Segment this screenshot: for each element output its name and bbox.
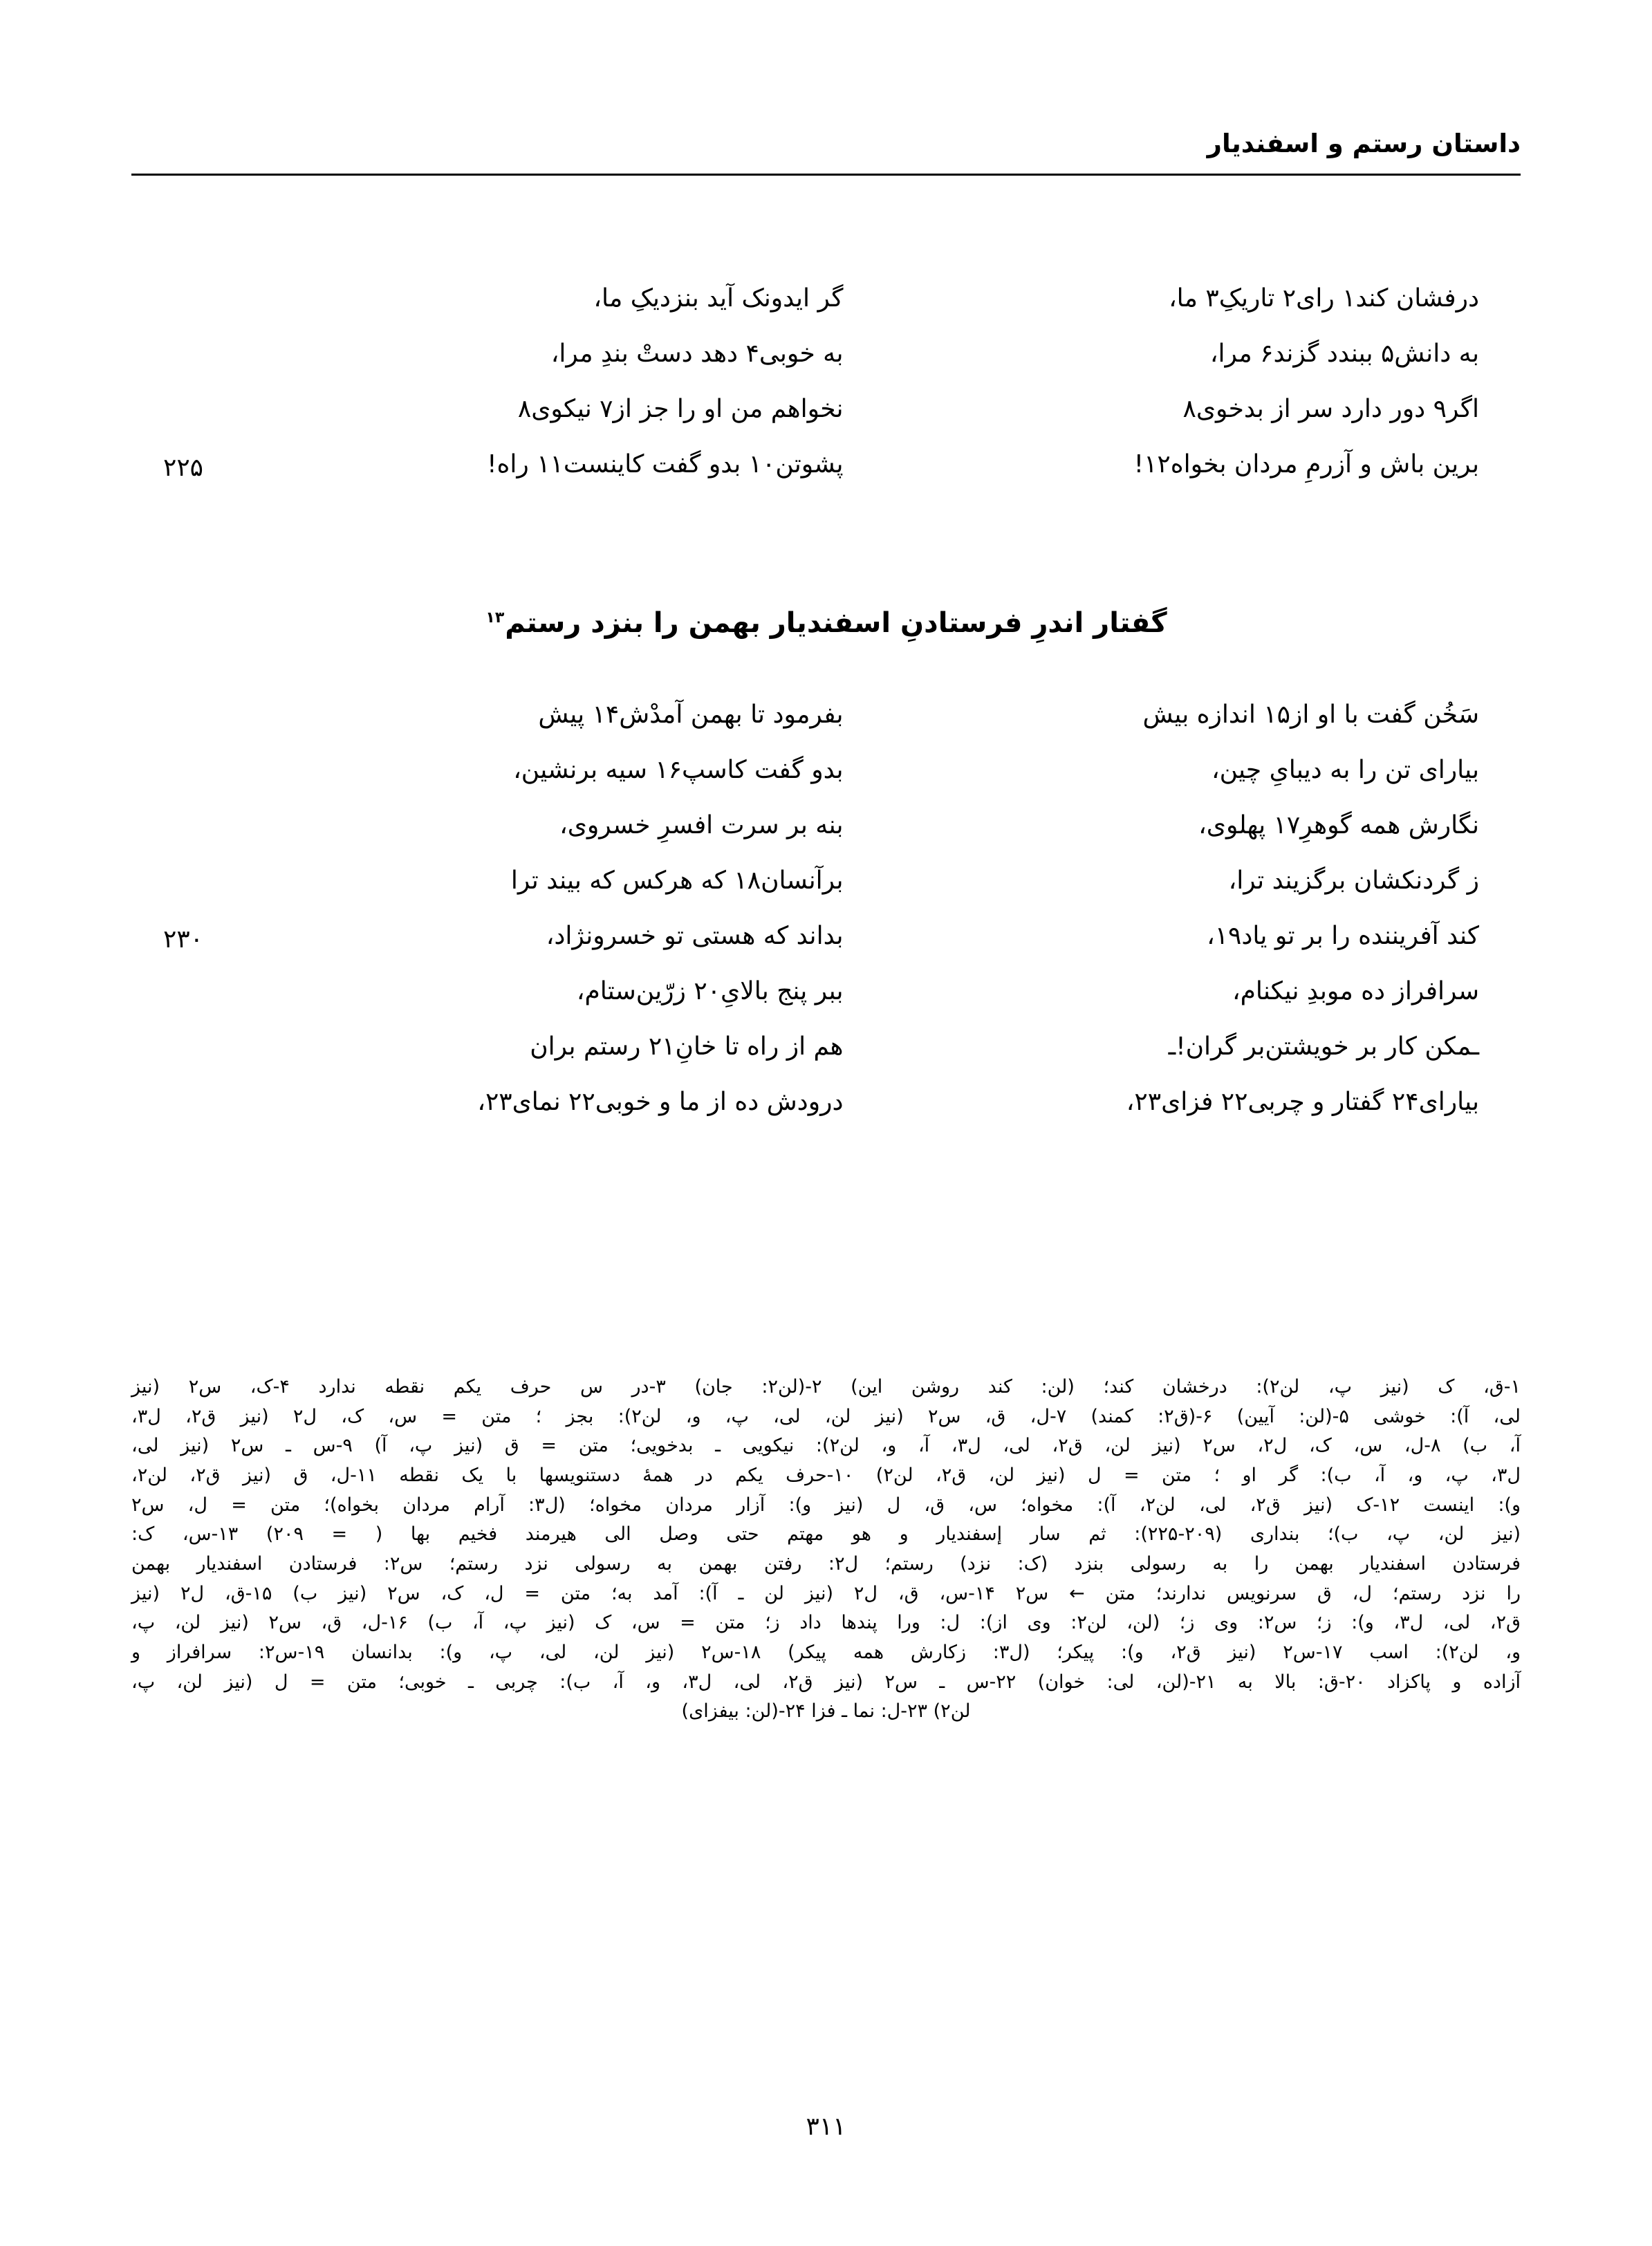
hemistich-left: سرافراز ده موبدِ نیکنام،	[1232, 977, 1479, 1005]
hemistich-right: گر ایدونک آید بنزدیکِ ما،	[593, 284, 844, 313]
hemistich-right: بدو گفت کاسپ۱۶ سیه برنشین،	[513, 756, 844, 784]
verse-block-one	[131, 284, 1521, 505]
footnote-line: ۱-ق، ک (نیز پ، لن۲): درخشان کند؛ (لن: کند روشن این) ۲-(لن۲: جان) ۳-در س حرف یکم نقطه ندارد ۴-ک، س۲ (نیز	[131, 1376, 1521, 1398]
verse-number	[131, 755, 207, 759]
footnote-line: ق۲، لی، ل۳، و): ز؛ س۲: وی ز؛ (لن، لن۲: وی از): ل: ورا پندها داد ز؛ متن = س، ک (نیز پ، آ، ب) ۱۶-ل، ق، س۲ (نیز لن، پ،	[131, 1612, 1521, 1634]
verse-line	[131, 700, 1521, 755]
verse-line	[131, 339, 1521, 394]
hemistich-right: درودش ده از ما و خوبی۲۲ نمای۲۳،	[477, 1088, 844, 1116]
footnote-line: فرستادن اسفندیار بهمن را به رسولی بنزد (ک: نزد) رستم؛ ل۲: رفتن بهمن به رسولی نزد رستم؛ س۲: فرستادن اسفندیار بهمن	[131, 1552, 1521, 1575]
verse-number	[131, 976, 207, 981]
footnote-apparatus	[131, 1373, 1521, 1727]
hemistich-right: بداند که هستی تو خسرونژاد،	[546, 922, 844, 950]
hemistich-right: نخواهم من او را جز از۷ نیکوی۸	[517, 395, 844, 423]
hemistich-right: بفرمود تا بهمن آمدْش۱۴ پیش	[538, 700, 844, 729]
hemistich-right: هم از راه تا خانِ۲۱ رستم بران	[530, 1032, 844, 1061]
footnote-line: لی، آ): خوشی ۵-(لن: آیین) ۶-(ق۲: کمند) ۷-ل، ق، س۲ (نیز لن، لی، پ، و، لن۲): بجز ؛ متن = س، ک، ل۲ (نیز ق۲، ل۳،	[131, 1405, 1521, 1427]
hemistich-left: کند آفریننده را بر تو یاد۱۹،	[1207, 922, 1479, 950]
hemistich-left: ـمکن کار بر خویشتن‌بر گران!ـ	[1168, 1032, 1479, 1061]
verse-number: ۲۲۵	[163, 454, 203, 482]
hemistich-left: درفشان کند۱ رای۲ تاریکِ۳ ما،	[1169, 284, 1479, 313]
hemistich-right: پشوتن۱۰ بدو گفت کاینست۱۱ راه!	[487, 450, 844, 479]
section-heading	[131, 607, 1521, 639]
section-heading-footnote-marker: ۱۳	[485, 609, 505, 627]
footnote-line: آزاده و پاکزاد ۲۰-ق: بالا به ۲۱-(لن، لی: خوان) ۲۲-س ـ س۲ (نیز ق۲، لی، ل۳، و، آ، ب): چربی ـ خوبی؛ متن = ل (نیز لن، پ،	[131, 1671, 1521, 1693]
page-number: ۳۱۱	[806, 2113, 846, 2141]
verse-number: ۲۳۰	[163, 925, 203, 954]
footnote-line: آ، ب) ۸-ل، س، ک، ل۲، س۲ (نیز لن، ق۲، لی، ل۳، آ، و، لن۲): نیکویی ـ بدخویی؛ متن = ق (نیز پ، آ) ۹-س ـ س۲ (نیز لی،	[131, 1435, 1521, 1457]
running-head-title: داستان رستم و اسفندیار	[1207, 129, 1521, 158]
verse-number	[131, 1032, 207, 1036]
footnote-line: و): اینست ۱۲-ک (نیز ق۲، لی، لن۲، آ): مخواه؛ س، ق، ل (نیز و): آزار مردان مخواه؛ (ل۳: آرام مردان بخواه)؛ متن = ل، س۲	[131, 1494, 1521, 1516]
verse-line	[131, 921, 1521, 976]
verse-number	[131, 1087, 207, 1091]
verse-line	[131, 1032, 1521, 1087]
verse-number	[131, 700, 207, 704]
hemistich-left: بیارای تن را به دیبایِ چین،	[1212, 756, 1479, 784]
verse-line	[131, 284, 1521, 339]
verse-line	[131, 394, 1521, 449]
verse-number	[131, 866, 207, 870]
hemistich-right: برآنسان۱۸ که هرکس که بیند ترا	[510, 866, 844, 895]
verse-block-two	[131, 700, 1521, 1142]
hemistich-left: سَخُن گفت با او از۱۵ اندازه بیش	[1142, 700, 1479, 729]
section-heading-text: گفتار اندرِ فرستادنِ اسفندیار بهمن را بنزد رستم	[505, 607, 1167, 639]
hemistich-left: برین باش و آزرمِ مردان بخواه۱۲!	[1133, 450, 1479, 479]
verse-number	[131, 339, 207, 343]
hemistich-right: بنه بر سرت افسرِ خسروی،	[559, 811, 844, 839]
running-head	[131, 130, 1521, 178]
verse-line	[131, 449, 1521, 505]
verse-number	[131, 810, 207, 815]
verse-number	[131, 284, 207, 288]
hemistich-left: به دانش۵ ببندد گزند۶ مرا،	[1209, 340, 1479, 368]
verse-line	[131, 755, 1521, 810]
verse-line	[131, 866, 1521, 921]
footnote-line: ل۳، پ، و، آ، ب): گر او ؛ متن = ل (نیز لن، ق۲، لن۲) ۱۰-حرف یکم در همهٔ دستنویسها با یک نقطه ۱۱-ل، ق (نیز ق۲، لن۲،	[131, 1464, 1521, 1486]
verse-line	[131, 976, 1521, 1032]
hemistich-left: اگر۹ دور دارد سر از بدخوی۸	[1182, 395, 1479, 423]
hemistich-left: ز گردنکشان برگزیند ترا،	[1228, 866, 1479, 895]
footnote-line: و، لن۲): اسب ۱۷-س۲ (نیز ق۲، و): پیکر؛ (ل۳: زکارش همه پیکر) ۱۸-س۲ (نیز لن، لی، پ، و): بدانسان ۱۹-س۲: سرافراز و	[131, 1641, 1521, 1663]
hemistich-right: به خوبی۴ دهد دستْ بندِ مرا،	[550, 340, 844, 368]
hemistich-left: نگارش همه گوهرِ۱۷ پهلوی،	[1198, 811, 1479, 839]
verse-line	[131, 810, 1521, 866]
verse-line	[131, 1087, 1521, 1142]
footnote-line: لن۲) ۲۳-ل: نما ـ فزا ۲۴-(لن: بیفزای)	[681, 1700, 971, 1723]
footnote-line: (نیز لن، پ، ب)؛ بنداری (۲۰۹-۲۲۵): ثم سار إسفندیار و هو مهتم حتی وصل الی هیرمند فخیم بها ( = ۲۰۹) ۱۳-س، ک:	[131, 1523, 1521, 1546]
verse-number	[131, 394, 207, 398]
hemistich-right: ببر پنج بالایِ۲۰ زرّین‌ستام،	[576, 977, 844, 1005]
header-rule	[131, 174, 1521, 176]
footnote-line: را نزد رستم؛ ل، ق سرنویس ندارند؛ متن ← س۲ ۱۴-س، ق، ل۲ (نیز لن ـ آ): آمد به؛ متن = ل، ک، س۲ (نیز ب) ۱۵-ق، ل۲ (نیز	[131, 1582, 1521, 1604]
hemistich-left: بیارای۲۴ گفتار و چربی۲۲ فزای۲۳،	[1126, 1088, 1479, 1116]
